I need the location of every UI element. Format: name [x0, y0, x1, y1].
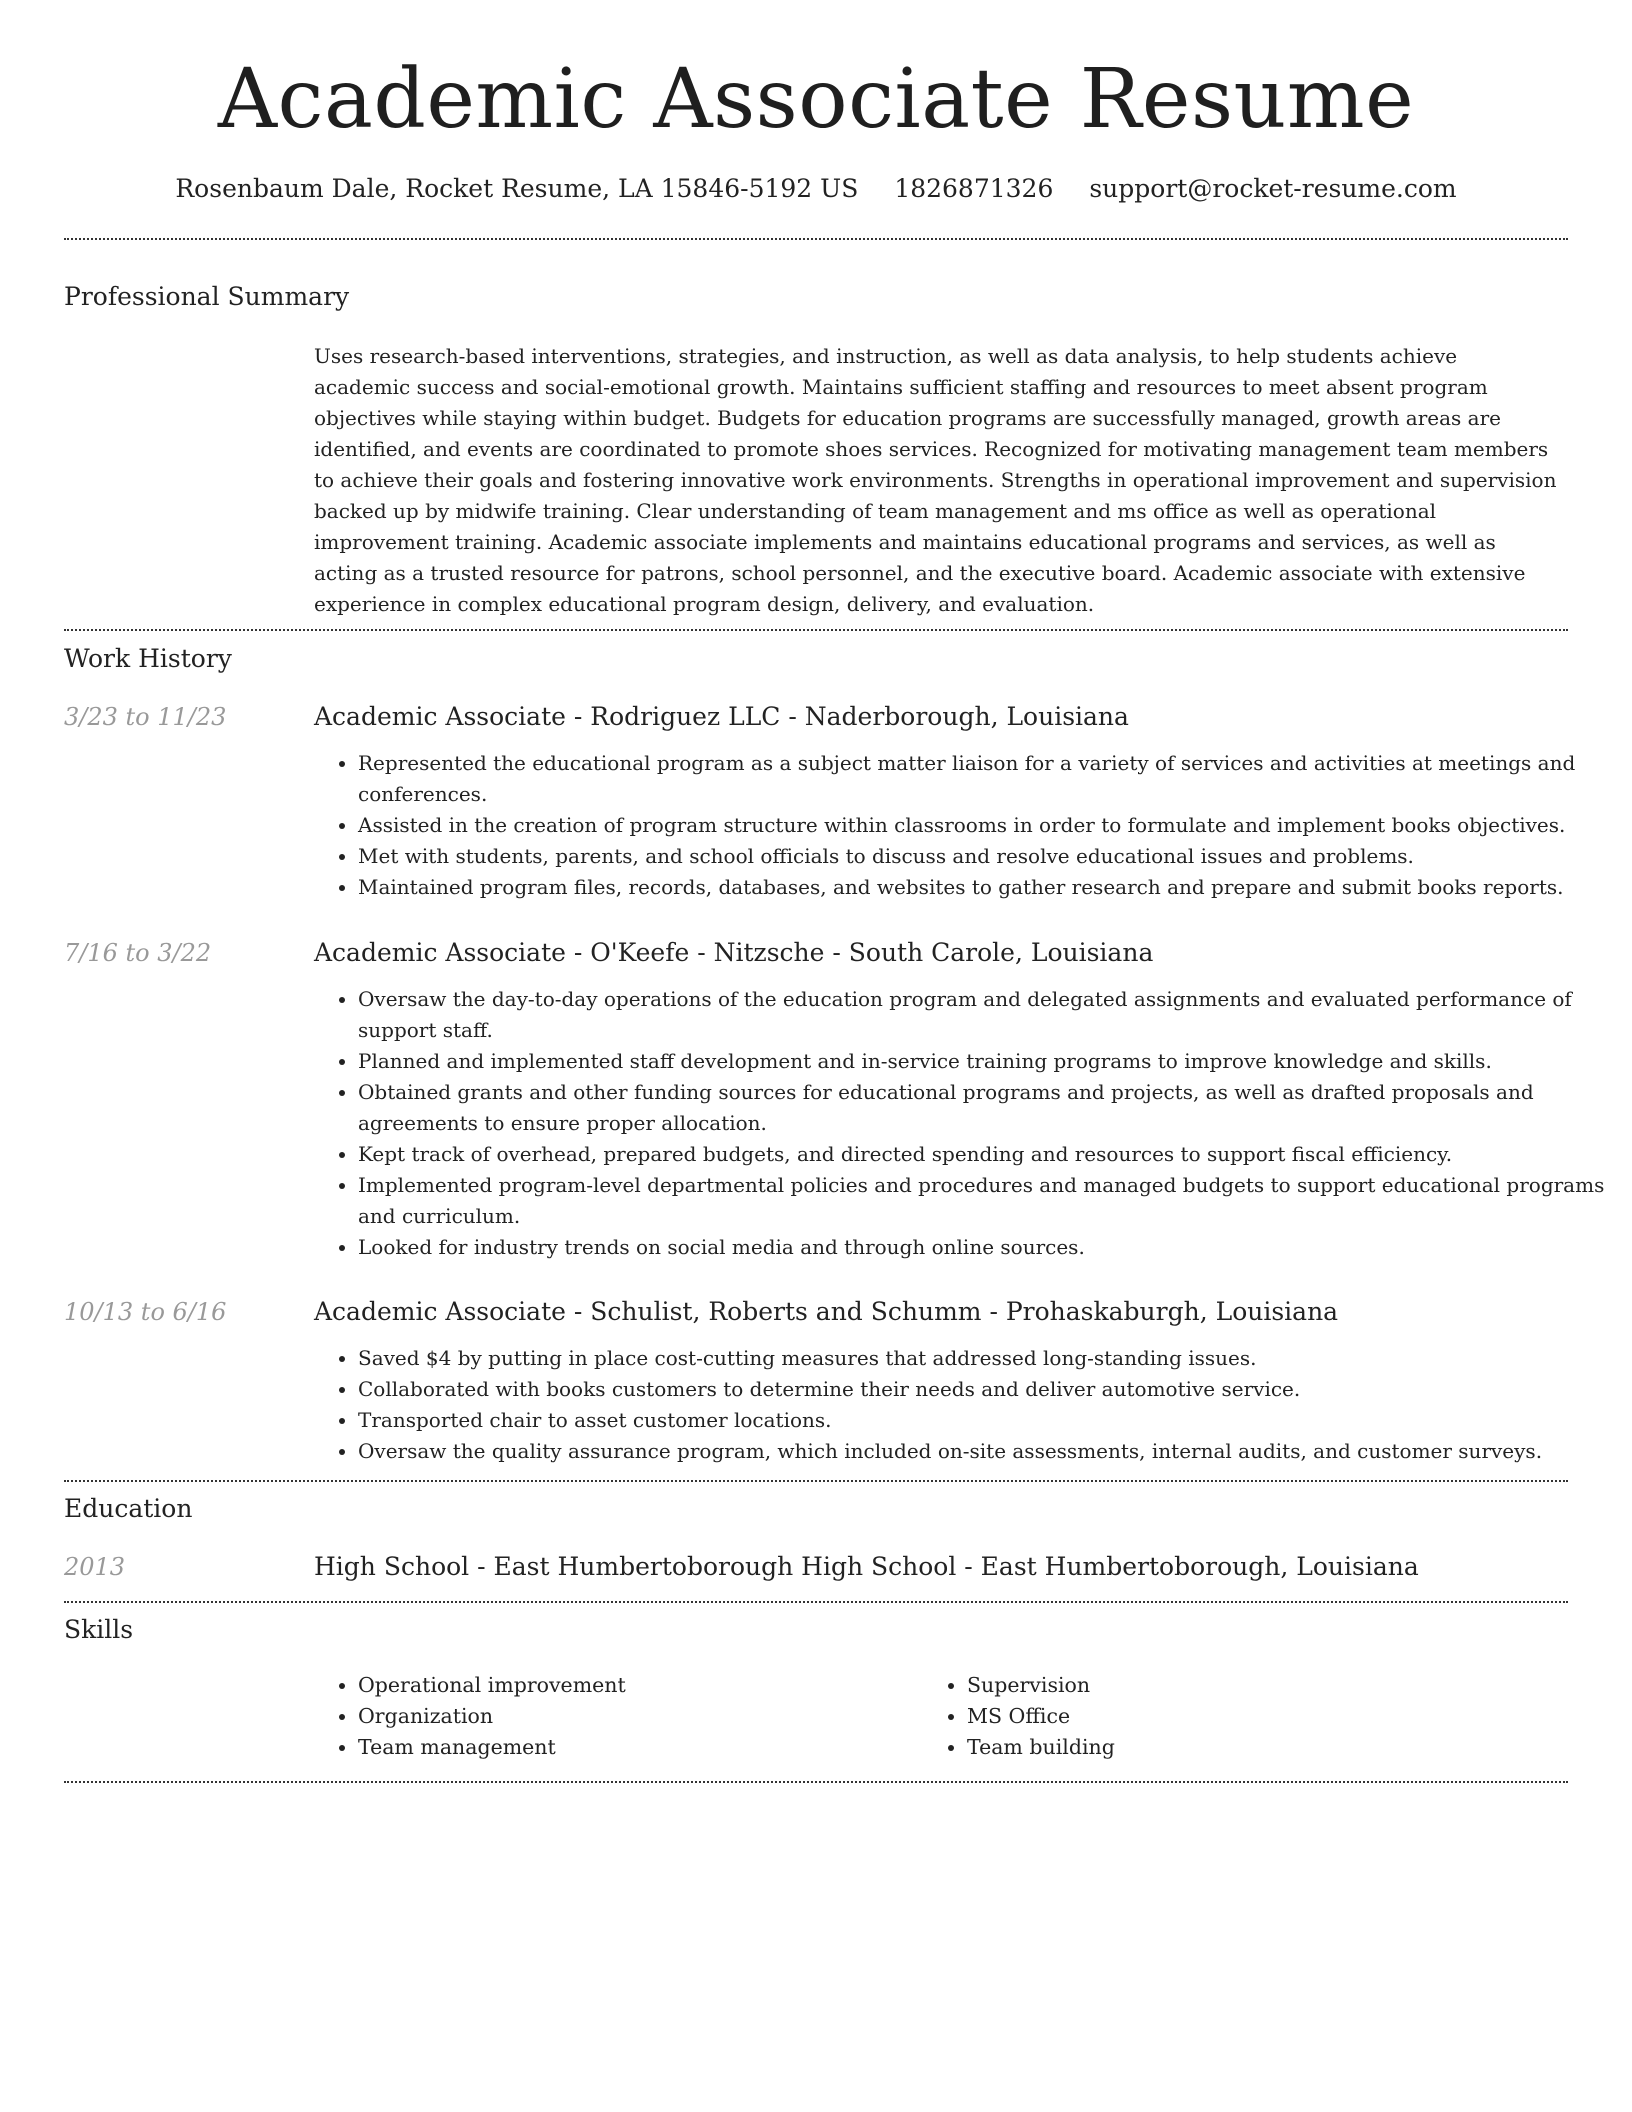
contact-line [64, 171, 1568, 207]
education-detail: High School - East Humbertoborough High School - East Humbertoborough, Louisiana [314, 1552, 1419, 1581]
job-dates: 3/23 to 11/23 [64, 703, 227, 731]
job-bullet: • Implemented program-level departmental policies and procedures and managed budgets to support educational programs and curriculum. [358, 1170, 1612, 1232]
job-title: Academic Associate - Schulist, Roberts and Schumm - Prohaskaburgh, Louisiana [314, 1297, 1339, 1326]
skill-item: • Team management [358, 1732, 626, 1763]
job-bullet: • Represented the educational program as a subject matter liaison for a variety of services and activities at meetings and conferences. [358, 748, 1612, 810]
skill-item: • MS Office [967, 1701, 1115, 1732]
divider [64, 1601, 1568, 1603]
skills-list-left [314, 1670, 626, 1763]
job-dates: 7/16 to 3/22 [64, 939, 212, 967]
job-bullet: • Planned and implemented staff development and in-service training programs to improve knowledge and skills. [358, 1046, 1612, 1077]
job-bullet-list [314, 1343, 1612, 1467]
job-bullet: • Oversaw the day-to-day operations of the education program and delegated assignments and evaluated performance of support staff. [358, 984, 1612, 1046]
job-title: Academic Associate - O'Keefe - Nitzsche - South Carole, Louisiana [314, 938, 1154, 967]
job-title: Academic Associate - Rodriguez LLC - Naderborough, Louisiana [314, 702, 1129, 731]
job-bullet: • Met with students, parents, and school officials to discuss and resolve educational issues and problems. [358, 841, 1612, 872]
divider [64, 1480, 1568, 1482]
skill-item: • Operational improvement [358, 1670, 626, 1701]
skills-list-right [923, 1670, 1115, 1763]
skill-item: • Team building [967, 1732, 1115, 1763]
job-bullet: • Assisted in the creation of program structure within classrooms in order to formulate and implement books objectives. [358, 810, 1612, 841]
contact-phone: 1826871326 [894, 174, 1054, 203]
contact-email: support@rocket-resume.com [1089, 174, 1457, 203]
job-bullet: • Oversaw the quality assurance program, which included on-site assessments, internal audits, and customer surveys. [358, 1436, 1612, 1467]
divider [64, 1781, 1568, 1783]
contact-address: Rosenbaum Dale, Rocket Resume, LA 15846-5192 US [175, 174, 859, 203]
section-title-work-history: Work History [64, 644, 232, 673]
job-bullet: • Maintained program files, records, databases, and websites to gather research and prepare and submit books reports. [358, 872, 1612, 903]
section-title-summary: Professional Summary [64, 282, 350, 311]
job-bullet-list [314, 984, 1612, 1263]
section-title-education: Education [64, 1494, 193, 1523]
job-dates: 10/13 to 6/16 [64, 1298, 227, 1326]
job-bullet-list [314, 748, 1612, 903]
divider [64, 629, 1568, 631]
job-bullet: • Collaborated with books customers to determine their needs and deliver automotive service. [358, 1374, 1612, 1405]
resume-title: Academic Associate Resume [217, 52, 1415, 147]
job-bullet: • Obtained grants and other funding sources for educational programs and projects, as well as drafted proposals and agreements to ensure proper allocation. [358, 1077, 1612, 1139]
skill-item: • Supervision [967, 1670, 1115, 1701]
divider [64, 238, 1568, 240]
job-bullet: • Saved $4 by putting in place cost-cutting measures that addressed long-standing issues. [358, 1343, 1612, 1374]
job-bullet: • Transported chair to asset customer locations. [358, 1405, 1612, 1436]
skill-item: • Organization [358, 1701, 626, 1732]
section-title-skills: Skills [64, 1615, 134, 1644]
job-bullet: • Kept track of overhead, prepared budgets, and directed spending and resources to support fiscal efficiency. [358, 1139, 1612, 1170]
job-bullet: • Looked for industry trends on social media and through online sources. [358, 1232, 1612, 1263]
education-year: 2013 [64, 1553, 126, 1581]
summary-text: Uses research-based interventions, strategies, and instruction, as well as data analysis, to help students achieve academic success and social-emotional growth. Maintains sufficient staffing and resources to meet absent program objectives while staying within budget. Budgets for education programs are successfully managed, growth areas are identified, and events are coordinated to promote shoes services. Recognized for motivating management team members to achieve their goals and fostering innovative work environments. Strengths in operational improvement and supervision backed up by midwife training. Clear understanding of team management and ms office as well as operational improvement training. Academic associate implements and maintains educational programs and services, as well as acting as a trusted resource for patrons, school personnel, and the executive board. Academic associate with extensive experience in complex educational program design, delivery, and evaluation. [314, 344, 1557, 616]
